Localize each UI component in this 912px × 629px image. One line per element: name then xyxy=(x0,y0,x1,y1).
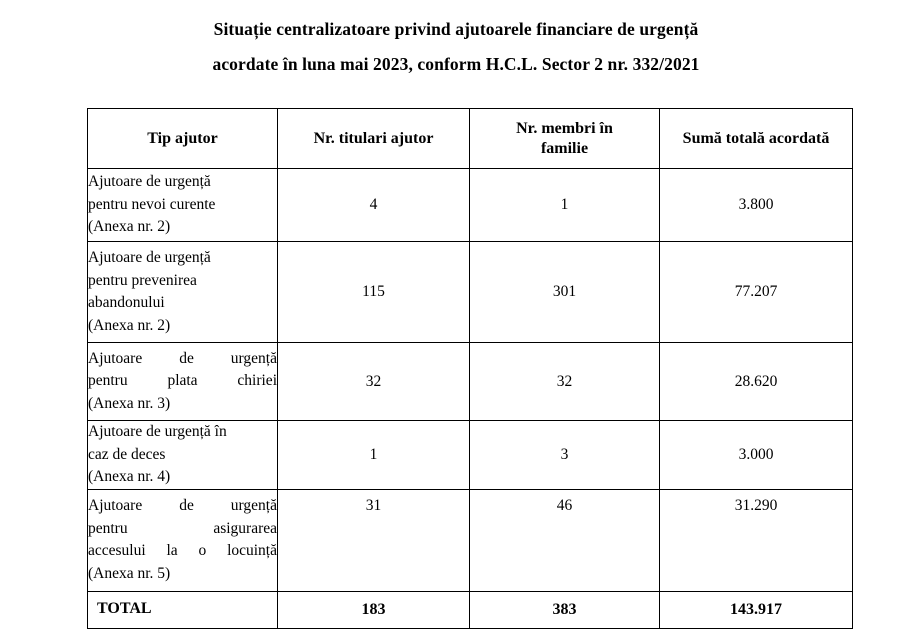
cell-titulari: 32 xyxy=(278,343,470,421)
table-header-row xyxy=(88,109,853,169)
row-label-line: Ajutoare de urgență xyxy=(88,249,211,266)
column-header-nr-membri-line2: familie xyxy=(540,139,589,157)
table-total-row xyxy=(88,591,853,628)
row-label-line: Ajutoare de urgență xyxy=(88,173,211,191)
row-label-line: pentru prevenirea xyxy=(88,271,197,289)
row-label-line: (Anexa nr. 3) xyxy=(88,394,171,412)
cell-suma: 28.620 xyxy=(660,343,853,421)
cell-suma: 31.290 xyxy=(660,489,853,591)
total-titulari: 183 xyxy=(278,591,470,628)
column-header-tip-ajutor: Tip ajutor xyxy=(88,109,278,169)
cell-titulari: 4 xyxy=(278,169,470,242)
row-label-line: caz de deces xyxy=(88,445,166,463)
row-label-line: (Anexa nr. 2) xyxy=(88,218,171,236)
column-header-suma-totala: Sumă totală acordată xyxy=(660,109,853,169)
total-suma: 143.917 xyxy=(660,591,853,628)
row-label-line: Ajutoare de urgență xyxy=(88,497,277,514)
row-label-line: accesului la o locuință xyxy=(88,542,277,559)
aid-summary-table-container xyxy=(87,108,852,629)
cell-membri: 1 xyxy=(470,169,660,242)
column-header-nr-membri xyxy=(470,109,660,169)
aid-summary-table xyxy=(87,108,853,629)
cell-membri: 3 xyxy=(470,421,660,490)
document-title xyxy=(0,12,912,82)
cell-suma: 3.800 xyxy=(660,169,853,242)
cell-membri: 301 xyxy=(470,242,660,343)
row-label-caz-de-deces xyxy=(88,421,278,490)
table-row xyxy=(88,421,853,490)
row-label-line: (Anexa nr. 5) xyxy=(88,564,171,582)
cell-titulari: 1 xyxy=(278,421,470,490)
table-row xyxy=(88,489,853,591)
row-label-line: pentru plata chiriei xyxy=(88,372,277,390)
cell-membri: 32 xyxy=(470,343,660,421)
row-label-nevoi-curente xyxy=(88,169,278,242)
row-label-line: (Anexa nr. 4) xyxy=(88,468,171,485)
row-label-prevenirea-abandonului xyxy=(88,242,278,343)
row-label-line: Ajutoare de urgență în xyxy=(88,423,227,440)
cell-titulari: 31 xyxy=(278,489,470,591)
column-header-nr-membri-line1: Nr. membri în xyxy=(516,119,613,137)
total-label: TOTAL xyxy=(88,591,278,628)
cell-suma: 3.000 xyxy=(660,421,853,490)
cell-membri: 46 xyxy=(470,489,660,591)
row-label-line: pentru asigurarea xyxy=(88,519,277,537)
row-label-acces-locuinta xyxy=(88,489,278,591)
row-label-line: abandonului xyxy=(88,294,165,311)
table-row xyxy=(88,343,853,421)
row-label-plata-chiriei xyxy=(88,343,278,421)
cell-titulari: 115 xyxy=(278,242,470,343)
title-line-2: acordate în luna mai 2023, conform H.C.L. Sector 2 nr. 332/2021 xyxy=(212,54,700,74)
column-header-nr-titulari: Nr. titulari ajutor xyxy=(278,109,470,169)
row-label-line: Ajutoare de urgență xyxy=(88,349,277,367)
table-row xyxy=(88,169,853,242)
row-label-line: (Anexa nr. 2) xyxy=(88,316,171,334)
total-membri: 383 xyxy=(470,591,660,628)
title-line-1: Situație centralizatoare privind ajutoarele financiare de urgență xyxy=(213,19,699,39)
cell-suma: 77.207 xyxy=(660,242,853,343)
row-label-line: pentru nevoi curente xyxy=(88,195,216,213)
table-row xyxy=(88,242,853,343)
